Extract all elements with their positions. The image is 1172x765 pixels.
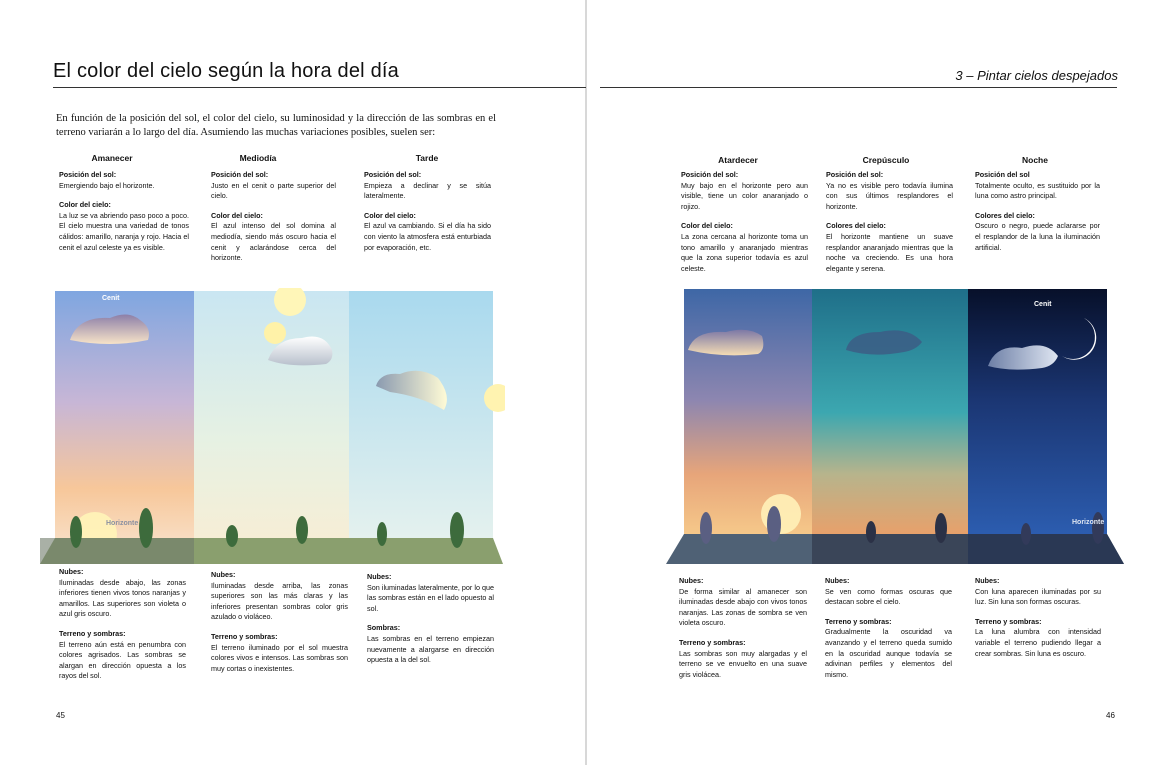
label-ground: Sombras: — [367, 623, 401, 633]
text-sun: Ya no es visible pero todavía ilumina con sus últimos resplandores el horizonte. — [826, 180, 953, 211]
text-mediodia-top — [211, 170, 336, 264]
sky-noche — [968, 289, 1107, 536]
text-clouds: Con luna aparecen iluminadas por su luz. Sin luna son formas oscuras. — [975, 586, 1101, 607]
text-atardecer-bottom — [679, 576, 807, 680]
text-sky: La zona cercana al horizonte toma un tono amarillo y anaranjado mientras que la zona superior todavía es azul celeste. — [681, 231, 808, 273]
header-rule-right — [600, 87, 1117, 88]
page-number-left: 45 — [56, 711, 65, 720]
text-tarde-bottom — [367, 572, 494, 666]
text-atardecer-top — [681, 170, 808, 274]
heading-amanecer: Amanecer — [91, 153, 133, 163]
label-sun: Posición del sol: — [211, 170, 269, 179]
label-sky: Colores del cielo: — [975, 210, 1035, 220]
text-clouds: Se ven como formas oscuras que destacan sobre el cielo. — [825, 586, 952, 607]
label-sun: Posición del sol: — [826, 170, 884, 179]
text-sun: Totalmente oculto, es sustituido por la luna como astro principal. — [975, 180, 1100, 201]
text-ground: Las sombras son muy alargadas y el terreno se ve envuelto en una suave gris violácea. — [679, 648, 807, 679]
text-amanecer-bottom — [59, 567, 186, 682]
label-sky: Color del cielo: — [59, 200, 111, 210]
tree-icon — [450, 512, 464, 548]
ground-dawn-shade — [40, 538, 194, 564]
label-sky: Color del cielo: — [364, 210, 416, 220]
text-sky: Oscuro o negro, puede aclararse por el resplandor de la luna la iluminación artificial. — [975, 221, 1100, 252]
label-sun: Posición del sol: — [364, 170, 422, 179]
text-noche-top — [975, 170, 1100, 253]
label-clouds: Nubes: — [211, 570, 236, 579]
text-clouds: Iluminadas desde abajo, las zonas inferiores tienen vivos tonos naranjas y amarillos. Las superiores son violeta o azul gris oscuro. — [59, 577, 186, 619]
sun-sunset-icon — [761, 494, 801, 534]
label-sky: Color del cielo: — [211, 210, 263, 220]
text-sun: Emergiendo bajo el horizonte. — [59, 180, 155, 190]
tree-icon — [70, 516, 82, 548]
label-clouds: Nubes: — [59, 567, 84, 576]
text-amanecer-top — [59, 170, 189, 253]
heading-atardecer: Atardecer — [718, 155, 758, 165]
label-cenit: Cenit — [102, 295, 120, 302]
label-horizonte: Horizonte — [1072, 519, 1105, 526]
label-clouds: Nubes: — [825, 576, 850, 585]
text-ground: El terreno aún está en penumbra con colores agrisados. Las sombras se alargan en dirección opuesta a los rayos del sol. — [59, 639, 186, 681]
tree-icon — [1021, 523, 1031, 545]
heading-tarde: Tarde — [415, 153, 439, 163]
label-cenit: Cenit — [1034, 301, 1052, 308]
label-ground: Terreno y sombras: — [825, 616, 892, 626]
sky-crepusculo — [812, 289, 968, 536]
text-ground: La luna alumbra con intensidad variable el terreno pudiendo llegar a crear sombras. Sin luna es oscuro. — [975, 627, 1101, 658]
tree-icon — [767, 506, 781, 542]
tree-icon — [226, 525, 238, 547]
label-clouds: Nubes: — [367, 572, 392, 581]
label-ground: Terreno y sombras: — [679, 637, 746, 647]
label-clouds: Nubes: — [679, 576, 704, 585]
tree-icon — [139, 508, 153, 548]
text-crepusculo-bottom — [825, 576, 952, 680]
text-sun: Muy bajo en el horizonte pero aun visible, tiene un color anaranjado o rojizo. — [681, 180, 808, 211]
text-clouds: Son iluminadas lateralmente, por lo que las sombras están en el lado opuesto al sol. — [367, 582, 494, 613]
text-crepusculo-top — [826, 170, 953, 274]
label-horizonte: Horizonte — [106, 520, 139, 527]
label-sky: Color del cielo: — [681, 221, 733, 231]
text-tarde-top — [364, 170, 491, 253]
label-ground: Terreno y sombras: — [211, 631, 278, 641]
text-sun: Empieza a declinar y se sitúa lateralmente. — [364, 180, 491, 201]
text-ground: El terreno iluminado por el sol muestra colores vivos e intensos. Las sombras son muy cortas o inexistentes. — [211, 642, 348, 673]
sun-noon-small-icon — [264, 322, 286, 344]
text-ground: Gradualmente la oscuridad va avanzando y el terreno queda sumido en la oscuridad aunque todavía se adivinan perfiles y elementos del mismo. — [825, 627, 952, 679]
heading-crepusculo: Crepúsculo — [862, 155, 910, 165]
label-ground: Terreno y sombras: — [59, 628, 126, 638]
tree-icon — [866, 521, 876, 543]
tree-icon — [377, 522, 387, 546]
sky-tarde — [349, 291, 493, 538]
tree-icon — [700, 512, 712, 544]
book-spine — [585, 0, 587, 765]
illustration-day — [40, 288, 505, 565]
header-rule-left — [53, 87, 586, 88]
heading-mediodia: Mediodía — [239, 153, 277, 163]
heading-noche: Noche — [1022, 155, 1048, 165]
tree-icon — [935, 513, 947, 543]
text-sun: Justo en el cenit o parte superior del cielo. — [211, 180, 336, 201]
intro-paragraph: En función de la posición del sol, el color del cielo, su luminosidad y la dirección de las sombras en el terreno variarán a lo largo del día. Asumiendo las muchas variaciones posibles, suelen ser: — [56, 113, 496, 138]
label-ground: Terreno y sombras: — [975, 616, 1042, 626]
text-ground: Las sombras en el terreno empiezan nuevamente a alargarse en dirección opuesta a la del sol. — [367, 633, 494, 665]
text-sky: El azul intenso del sol domina al mediodía, siendo más oscuro hacia el cenit y aclarándose cerca del horizonte. — [211, 221, 336, 263]
tree-icon — [296, 516, 308, 544]
label-sun: Posición del sol: — [681, 170, 739, 179]
text-noche-bottom — [975, 576, 1101, 659]
tree-icon — [1092, 512, 1104, 544]
chapter-title: 3 – Pintar cielos despejados — [955, 68, 1118, 83]
page-title: El color del cielo según la hora del día — [53, 60, 399, 82]
label-sun: Posición del sol — [975, 170, 1030, 179]
text-clouds: Iluminadas desde arriba, las zonas superiores son las más claras y las inferiores presentan sombras color gris azulado o violáceo. — [211, 580, 348, 622]
label-clouds: Nubes: — [975, 576, 1000, 585]
text-sky: La luz se va abriendo paso poco a poco. El cielo muestra una variedad de tonos cálidos: amarillo, naranja y rojo. Hacia el cenit el azul celeste ya es visible. — [59, 210, 189, 252]
label-sun: Posición del sol: — [59, 170, 117, 179]
text-sky: El horizonte mantiene un suave resplandor anaranjado mientras que la noche va creciendo. Es una hora elegante y serena. — [826, 231, 953, 273]
text-sky: El azul va cambiando. Si el día ha sido con viento la atmosfera está enturbiada por evaporación, etc. — [364, 221, 491, 252]
text-clouds: De forma similar al amanecer son iluminadas desde abajo con vivos tonos naranjas. Las zonas de sombra se ven violeta oscuro. — [679, 586, 807, 628]
label-sky: Colores del cielo: — [826, 221, 886, 231]
text-mediodia-bottom — [211, 570, 348, 674]
page-number-right: 46 — [1106, 711, 1115, 720]
illustration-evening — [666, 288, 1126, 565]
